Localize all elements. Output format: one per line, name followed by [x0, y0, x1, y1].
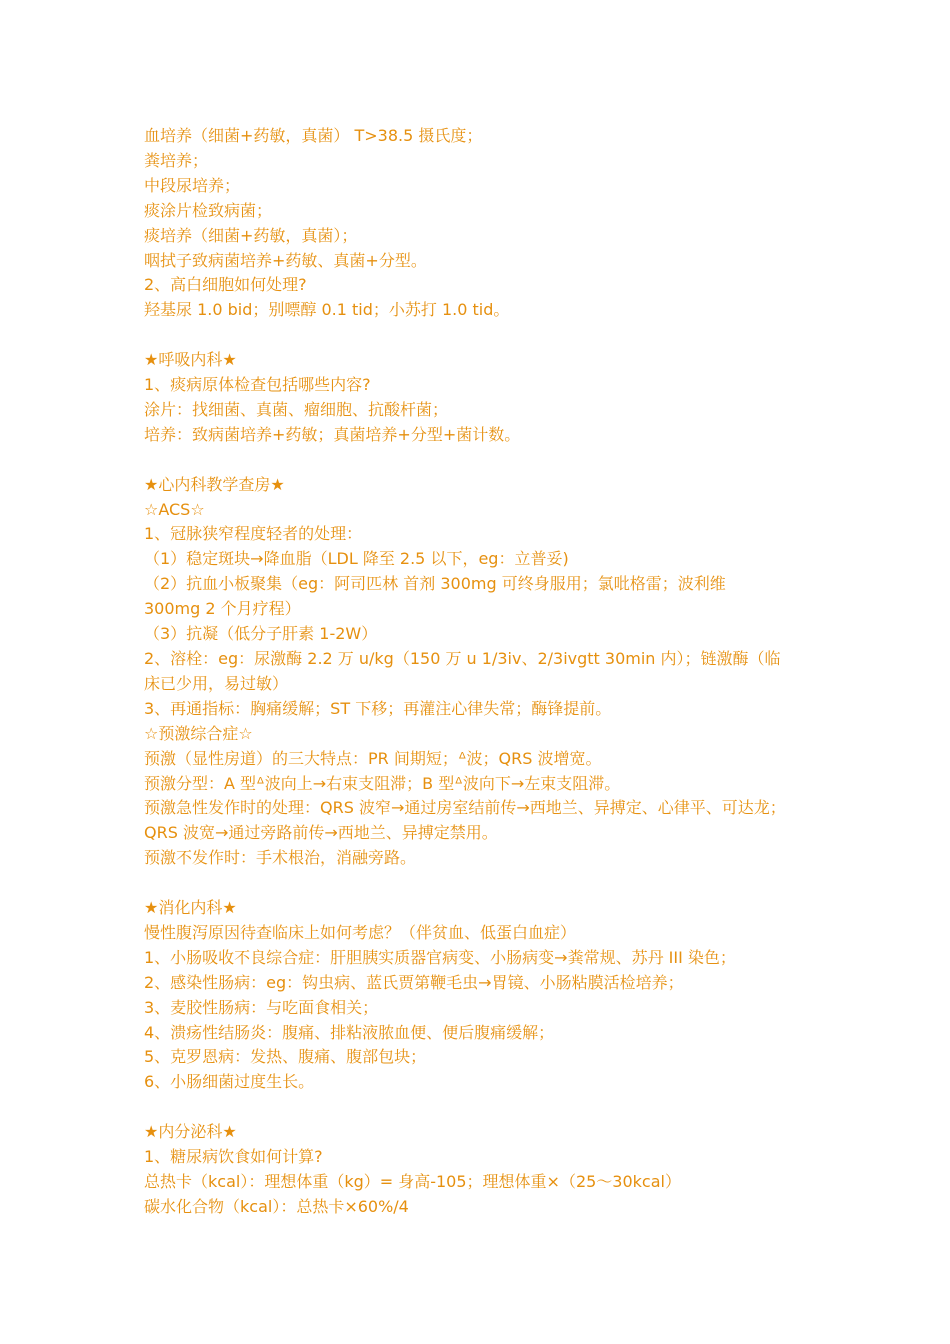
text-line: 2、溶栓：eg：尿激酶 2.2 万 u/kg（150 万 u 1/3iv、2/3ivgtt 30min 内）；链激酶（临 [144, 649, 781, 668]
text-line: （2）抗血小板聚集（eg：阿司匹林 首剂 300mg 可终身服用；氯吡格雷；波利维 [144, 574, 726, 594]
text-line: 1、冠脉狭窄程度轻者的处理： [144, 524, 363, 544]
text-line: 总热卡（kcal）：理想体重（kg）= 身高-105；理想体重×（25～30kcal） [144, 1172, 681, 1191]
text-line: 6、小肠细菌过度生长。 [144, 1072, 315, 1092]
blank-line [144, 448, 824, 473]
text-line: ★消化内科★ [144, 898, 237, 918]
text-line: 血培养（细菌+药敏，真菌） T>38.5 摄氏度； [144, 126, 483, 145]
text-line: 咽拭子致病菌培养+药敏、真菌+分型。 [144, 250, 427, 270]
text-line: 粪培养； [144, 150, 209, 170]
text-line: 3、麦胶性肠病：与吃面食相关； [144, 997, 379, 1017]
text-line: 3、再通指标：胸痛缓解；ST 下移；再灌注心律失常；酶锋提前。 [144, 698, 612, 718]
text-line: （1）稳定斑块→降血脂（LDL 降至 2.5 以下，eg：立普妥) [144, 549, 569, 569]
text-line: 预激分型：A 型ᐞ波向上→右束支阻滞；B 型ᐞ波向下→左束支阻滞。 [144, 773, 621, 793]
text-line: （3）抗凝（低分子肝素 1-2W） [144, 624, 378, 644]
text-line: 预激急性发作时的处理：QRS 波窄→通过房室结前传→西地兰、异搏定、心律平、可达龙； [144, 798, 786, 818]
text-line: 碳水化合物（kcal）：总热卡×60%/4 [144, 1196, 409, 1216]
text-line: 培养：致病菌培养+药敏；真菌培养+分型+菌计数。 [144, 424, 521, 444]
text-line: ★内分泌科★ [144, 1122, 237, 1142]
text-line: 中段尿培养； [144, 175, 241, 195]
text-line: ★呼吸内科★ [144, 350, 237, 370]
text-line: 羟基尿 1.0 bid；别嘌醇 0.1 tid；小苏打 1.0 tid。 [144, 300, 510, 320]
text-line: 床已少用，易过敏） [144, 673, 289, 693]
text-line: 涂片：找细菌、真菌、瘤细胞、抗酸杆菌； [144, 399, 449, 419]
text-line: 痰培养（细菌+药敏，真菌）； [144, 225, 358, 245]
text-line: QRS 波宽→通过旁路前传→西地兰、异搏定禁用。 [144, 823, 498, 843]
document-body [144, 124, 824, 1220]
text-line: 1、痰病原体检查包括哪些内容? [144, 375, 371, 395]
text-line: ☆预激综合症☆ [144, 723, 253, 743]
text-line: 2、感染性肠病：eg：钩虫病、蓝氏贾第鞭毛虫→胃镜、小肠粘膜活检培养； [144, 972, 684, 992]
text-line: 1、糖尿病饮食如何计算? [144, 1147, 323, 1167]
blank-line [144, 323, 824, 348]
text-line: 2、高白细胞如何处理? [144, 275, 307, 295]
blank-line [144, 1095, 824, 1120]
text-line: 5、克罗恩病：发热、腹痛、腹部包块； [144, 1047, 427, 1067]
text-line: 预激不发作时：手术根治，消融旁路。 [144, 848, 417, 868]
text-line: 300mg 2 个月疗程） [144, 599, 301, 619]
text-line: 1、小肠吸收不良综合症：肝胆胰实质器官病变、小肠病变→粪常规、苏丹 III 染色； [144, 947, 736, 967]
text-line: 预激（显性房道）的三大特点：PR 间期短；ᐞ波；QRS 波增宽。 [144, 748, 602, 768]
text-line: 慢性腹泻原因待查临床上如何考虑？（伴贫血、低蛋白血症） [144, 922, 577, 942]
blank-line [144, 871, 824, 896]
text-line: ★心内科教学查房★ [144, 474, 285, 494]
text-line: 4、溃疡性结肠炎：腹痛、排粘液脓血便、便后腹痛缓解； [144, 1022, 555, 1042]
text-line: 痰涂片检致病菌； [144, 200, 273, 220]
text-line: ☆ACS☆ [144, 499, 205, 519]
